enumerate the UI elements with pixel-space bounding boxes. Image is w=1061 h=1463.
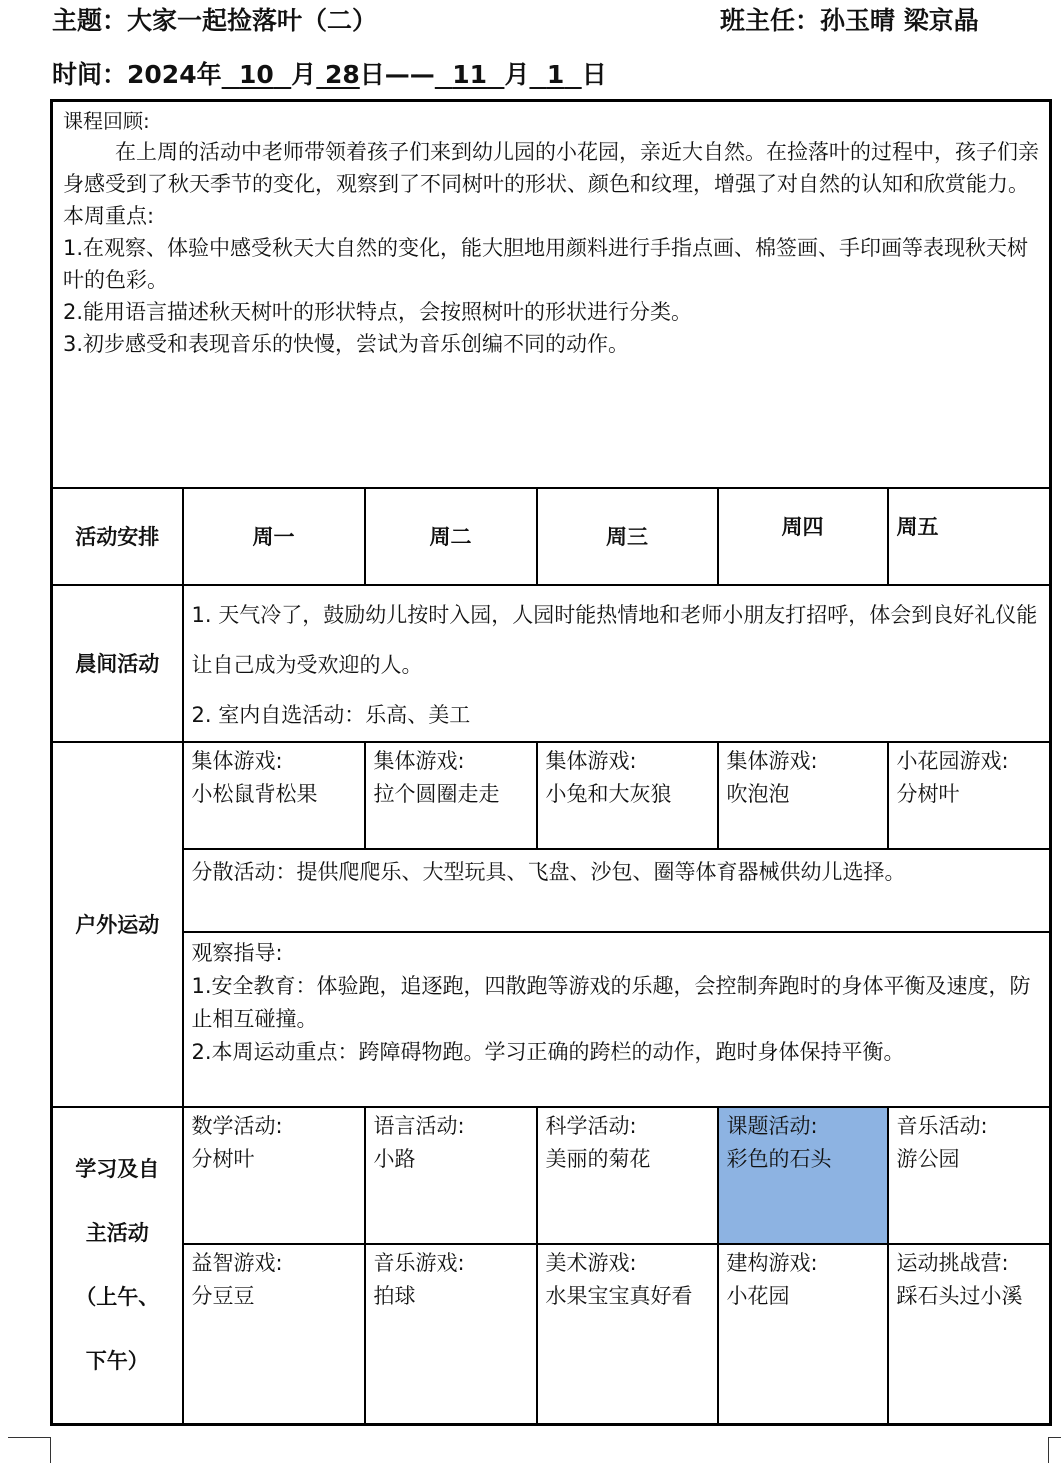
outdoor-game-thu: 集体游戏: 吹泡泡 [718, 742, 888, 849]
start-month: 10 [239, 60, 274, 89]
guide-item-1: 1.安全教育：体验跑，追逐跑，四散跑等游戏的乐趣，会控制奔跑时的身体平衡及速度，防止相互碰撞。 [191, 974, 1031, 1031]
focus-title: 本周重点: [63, 204, 155, 228]
weekly-plan-table [50, 99, 1052, 1426]
morning-item-2: 2. 室内自选活动：乐高、美工 [191, 703, 471, 727]
morning-item-1: 1. 天气冷了，鼓励幼儿按时入园，人园时能热情地和老师小朋友打招呼，体会到良好礼仪能让自己成为受欢迎的人。 [191, 603, 1038, 677]
date-dash: —— [384, 60, 435, 89]
study-mon-2: 益智游戏: 分豆豆 [183, 1244, 365, 1424]
morning-label: 晨间活动 [52, 585, 183, 742]
focus-item-1: 1.在观察、体验中感受秋天大自然的变化，能大胆地用颜料进行手指点画、棉签画、手印画等表现秋天树叶的色彩。 [63, 236, 1029, 292]
end-month: 11 [452, 60, 488, 89]
day-char-1: 日 [359, 60, 385, 89]
day-monday: 周一 [183, 488, 365, 585]
study-label: 学习及自 主活动 （上午、 下午） [52, 1107, 183, 1424]
focus-item-3: 3.初步感受和表现音乐的快慢，尝试为音乐创编不同的动作。 [63, 332, 630, 356]
study-fri-2: 运动挑战营: 踩石头过小溪 [888, 1244, 1051, 1424]
outdoor-game-tue: 集体游戏: 拉个圆圈走走 [365, 742, 537, 849]
outdoor-game-wed: 集体游戏: 小兔和大灰狼 [537, 742, 718, 849]
study-mon-1: 数学活动: 分树叶 [183, 1107, 365, 1244]
day-friday: 周五 [888, 488, 1051, 585]
time-heading [52, 58, 607, 92]
review-text: 在上周的活动中老师带领着孩子们来到幼儿园的小花园，亲近大自然。在捡落叶的过程中，孩子们亲身感受到了秋天季节的变化，观察到了不同树叶的形状、颜色和纹理，增强了对自然的认知和欣赏能力。 [63, 140, 1039, 196]
topic-label: 主题： [52, 6, 128, 35]
outdoor-games-row [52, 742, 1051, 849]
review-title: 课程回顾: [63, 109, 150, 133]
start-day: 28 [324, 60, 360, 89]
study-thu-1-highlighted: 课题活动: 彩色的石头 [718, 1107, 888, 1244]
study-wed-1: 科学活动: 美丽的菊花 [537, 1107, 718, 1244]
day-tuesday: 周二 [365, 488, 537, 585]
outdoor-label: 户外运动 [52, 742, 183, 1107]
outdoor-free-row [52, 849, 1051, 932]
guide-title: 观察指导: [191, 941, 283, 965]
study-fri-1: 音乐活动: 游公园 [888, 1107, 1051, 1244]
teacher-heading [720, 4, 979, 38]
study-wed-2: 美术游戏: 水果宝宝真好看 [537, 1244, 718, 1424]
outdoor-free-activity: 分散活动：提供爬爬乐、大型玩具、飞盘、沙包、圈等体育器械供幼儿选择。 [183, 849, 1051, 932]
study-tue-1: 语言活动: 小路 [365, 1107, 537, 1244]
month-char-2: 月 [504, 60, 530, 89]
outdoor-guide-row [52, 932, 1051, 1107]
study-thu-2: 建构游戏: 小花园 [718, 1244, 888, 1424]
end-day: 1 [546, 60, 565, 89]
outdoor-guide [183, 932, 1051, 1107]
study-row-2 [52, 1244, 1051, 1424]
focus-item-2: 2.能用语言描述秋天树叶的形状特点，会按照树叶的形状进行分类。 [63, 300, 693, 324]
time-label: 时间： [52, 60, 128, 89]
page-corner-mark-right [1048, 1437, 1061, 1463]
outdoor-game-mon: 集体游戏: 小松鼠背松果 [183, 742, 365, 849]
morning-row [52, 585, 1051, 742]
course-review-cell [52, 101, 1051, 489]
month-char-1: 月 [291, 60, 317, 89]
morning-content [183, 585, 1051, 742]
day-char-2: 日 [581, 60, 607, 89]
schedule-header-row [52, 488, 1051, 585]
review-row [52, 101, 1051, 489]
day-thursday: 周四 [718, 488, 888, 585]
topic-heading [52, 4, 377, 38]
page-corner-mark-left [8, 1437, 51, 1463]
study-row-1 [52, 1107, 1051, 1244]
start-year: 2024年 [127, 60, 222, 89]
study-tue-2: 音乐游戏: 拍球 [365, 1244, 537, 1424]
teacher-label: 班主任： [720, 6, 821, 35]
guide-item-2: 2.本周运动重点：跨障碍物跑。学习正确的跨栏的动作，跑时身体保持平衡。 [191, 1040, 905, 1064]
schedule-label: 活动安排 [52, 488, 183, 585]
topic-title: 大家一起捡落叶（二） [127, 6, 378, 35]
day-wednesday: 周三 [537, 488, 718, 585]
outdoor-game-fri: 小花园游戏: 分树叶 [888, 742, 1051, 849]
teacher-names: 孙玉晴 梁京晶 [820, 6, 979, 35]
